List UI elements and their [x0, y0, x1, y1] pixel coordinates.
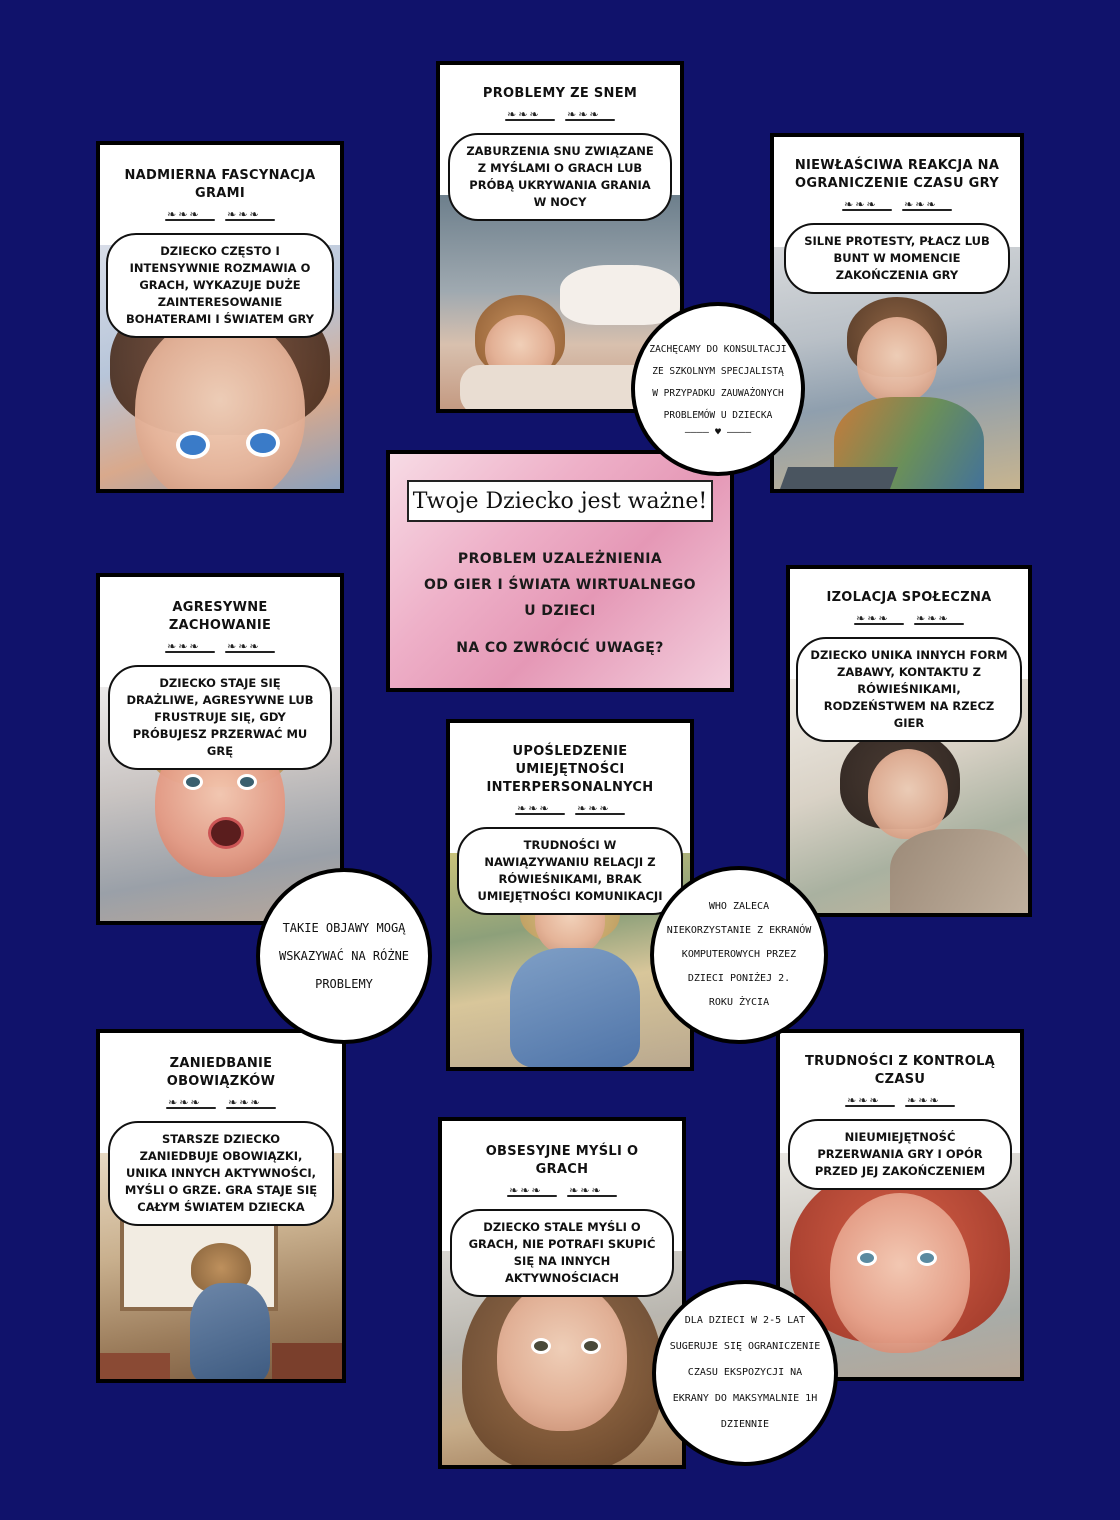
leaf-icon [842, 203, 892, 215]
laurel-divider [440, 111, 680, 127]
card-title: NIEWŁAŚCIWA REAKCJA NA OGRANICZENIE CZASU GRY [794, 158, 1000, 191]
laurel-divider [790, 615, 1028, 631]
card-title: NADMIERNA FASCYNACJA GRAMI [124, 168, 316, 201]
card-interpersonal-skills [446, 719, 694, 1071]
leaf-icon [567, 1189, 617, 1201]
card-description: TRUDNOŚCI W NAWIĄZYWANIU RELACJI Z RÓWIEŚNIKAMI, BRAK UMIEJĘTNOŚCI KOMUNIKACJI [457, 827, 683, 915]
circle-line: TAKIE OBJAWY MOGĄ [282, 921, 406, 935]
card-fascination [96, 141, 344, 493]
circle-line: WSKAZYWAĆ NA RÓŻNE [278, 949, 410, 963]
info-circle-consultation [631, 302, 805, 476]
card-description: SILNE PROTESTY, PŁACZ LUB BUNT W MOMENCIE ZAKOŃCZENIA GRY [784, 223, 1010, 294]
leaf-icon [905, 1099, 955, 1111]
circle-line: PROBLEMÓW U DZIECKA [663, 410, 773, 421]
info-circle-symptoms [256, 868, 432, 1044]
leaf-icon [165, 645, 215, 657]
card-description: NIEUMIEJĘTNOŚĆ PRZERWANIA GRY I OPÓR PRZED JEJ ZAKOŃCZENIEM [788, 1119, 1012, 1190]
leaf-icon [505, 113, 555, 125]
card-description: DZIECKO UNIKA INNYCH FORM ZABAWY, KONTAKTU Z RÓWIEŚNIKAMI, RODZEŃSTWEM NA RZECZ GIER [796, 637, 1022, 742]
circle-line: EKRANY DO MAKSYMALNIE 1H [672, 1393, 818, 1404]
card-title: TRUDNOŚCI Z KONTROLĄ CZASU [804, 1054, 996, 1087]
question: NA CO ZWRÓCIĆ UWAGĘ? [456, 640, 664, 656]
subtitle [390, 546, 730, 624]
card-aggression [96, 573, 344, 925]
leaf-icon [165, 213, 215, 225]
card-description: STARSZE DZIECKO ZANIEDBUJE OBOWIĄZKI, UNIKA INNYCH AKTYWNOŚCI, MYŚLI O GRZE. GRA STAJE SIĘ CAŁYM ŚWIATEM DZIECKA [108, 1121, 334, 1226]
leaf-icon [854, 617, 904, 629]
card-description: DZIECKO CZĘSTO I INTENSYWNIE ROZMAWIA O GRACH, WYKAZUJE DUŻE ZAINTERESOWANIE BOHATERAMI I ŚWIATEM GRY [106, 233, 334, 338]
laurel-divider [100, 1099, 342, 1115]
circle-line: ZACHĘCAMY DO KONSULTACJI [649, 344, 787, 355]
laurel-divider [442, 1187, 682, 1203]
card-description: DZIECKO STAJE SIĘ DRAŻLIWE, AGRESYWNE LUB FRUSTRUJE SIĘ, GDY PRÓBUJESZ PRZERWAĆ MU GRĘ [108, 665, 332, 770]
circle-line: DZIECI PONIŻEJ 2. [687, 973, 791, 984]
laurel-divider [100, 211, 340, 227]
info-circle-who [650, 866, 828, 1044]
subtitle-line: U DZIECI [524, 603, 596, 619]
leaf-icon [515, 807, 565, 819]
page-title: Twoje Dziecko jest ważne! [407, 480, 713, 522]
leaf-icon [225, 645, 275, 657]
subtitle-line: OD GIER I ŚWIATA WIRTUALNEGO [424, 577, 696, 593]
circle-line: DLA DZIECI W 2-5 LAT [684, 1315, 806, 1326]
leaf-icon [575, 807, 625, 819]
card-description: DZIECKO STALE MYŚLI O GRACH, NIE POTRAFI SKUPIĆ SIĘ NA INNYCH AKTYWNOŚCIACH [450, 1209, 674, 1297]
circle-line: CZASU EKSPOZYCJI NA [687, 1367, 803, 1378]
laurel-divider [774, 201, 1020, 217]
leaf-icon [226, 1101, 276, 1113]
circle-line: W PRZYPADKU ZAUWAŻONYCH [652, 388, 784, 399]
leaf-icon [902, 203, 952, 215]
card-obsessive-thoughts [438, 1117, 686, 1469]
leaf-icon [914, 617, 964, 629]
card-description: ZABURZENIA SNU ZWIĄZANE Z MYŚLAMI O GRACH LUB PRÓBĄ UKRYWANIA GRANIA W NOCY [448, 133, 672, 221]
card-title: IZOLACJA SPOŁECZNA [826, 590, 992, 605]
laurel-divider [100, 643, 340, 659]
leaf-icon [507, 1189, 557, 1201]
card-neglect-duties [96, 1029, 346, 1383]
card-title: PROBLEMY ZE SNEM [482, 86, 638, 101]
circle-line: WHO ZALECA [708, 901, 770, 912]
leaf-icon [225, 213, 275, 225]
card-title: UPOŚLEDZENIE UMIEJĘTNOŚCI INTERPERSONALNYCH [486, 744, 654, 795]
circle-line: ROKU ŻYCIA [708, 997, 770, 1008]
circle-line: PROBLEMY [315, 977, 373, 991]
subtitle-line: PROBLEM UZALEŻNIENIA [457, 551, 663, 567]
laurel-divider [450, 805, 690, 821]
header-card [386, 450, 734, 692]
leaf-icon [166, 1101, 216, 1113]
card-title: AGRESYWNE ZACHOWANIE [168, 600, 272, 633]
circle-line: SUGERUJE SIĘ OGRANICZENIE [669, 1341, 821, 1352]
circle-line: ZE SZKOLNYM SPECJALISTĄ [652, 366, 784, 377]
heart-divider-icon: ———— ♥ ———— [684, 427, 752, 438]
circle-line: KOMPUTEROWYCH PRZEZ [681, 949, 797, 960]
laurel-divider [780, 1097, 1020, 1113]
circle-line: DZIENNIE [720, 1419, 770, 1430]
card-title: ZANIEDBANIE OBOWIĄZKÓW [166, 1056, 276, 1089]
card-time-limit-reaction [770, 133, 1024, 493]
card-title: OBSESYJNE MYŚLI O GRACH [485, 1144, 639, 1177]
circle-line: NIEKORZYSTANIE Z EKRANÓW [666, 925, 812, 936]
info-circle-screen-time [652, 1280, 838, 1466]
card-social-isolation [786, 565, 1032, 917]
leaf-icon [845, 1099, 895, 1111]
leaf-icon [565, 113, 615, 125]
